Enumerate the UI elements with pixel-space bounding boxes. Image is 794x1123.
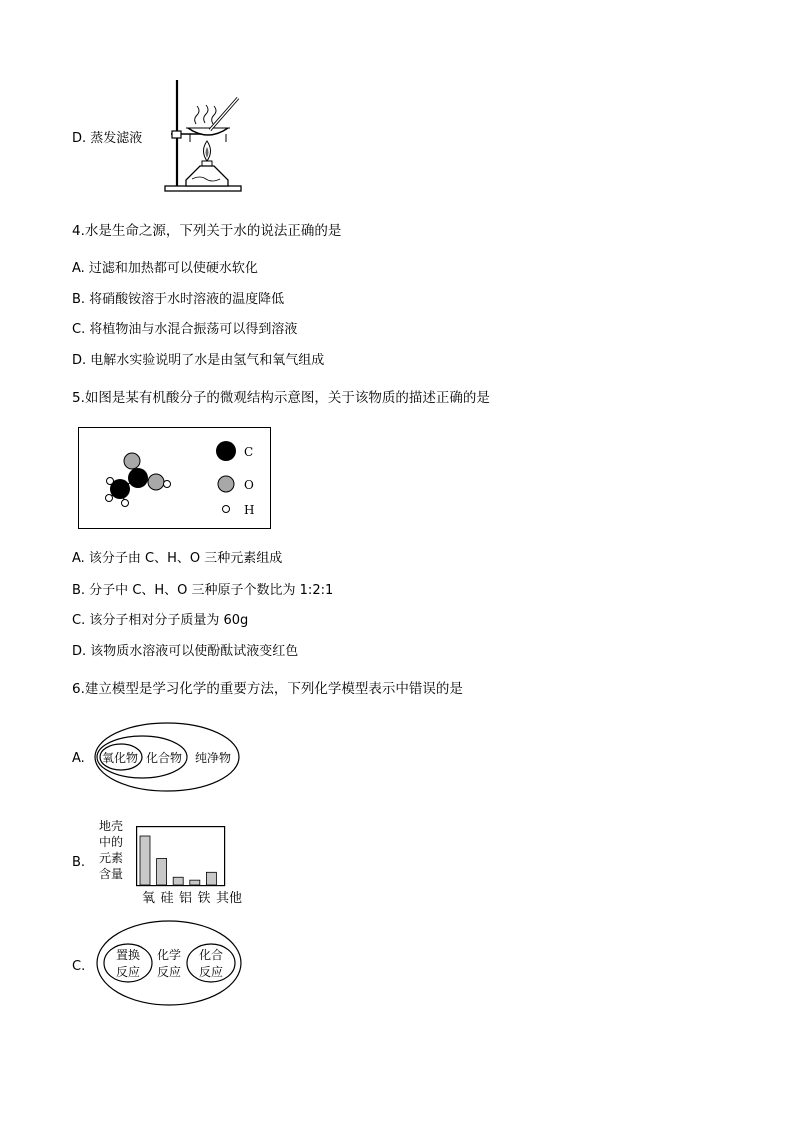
bar-label-2: 铝 — [179, 891, 193, 906]
displacement-label-1: 置换 — [116, 948, 141, 962]
q6-option-c-venn — [96, 920, 244, 1006]
bar-4 — [206, 872, 216, 885]
compound-label: 化合物 — [146, 751, 183, 765]
q6-option-b-label: B. — [72, 855, 86, 870]
molecule-diagram — [79, 428, 270, 528]
q5-option-a: A. 该分子由 C、H、O 三种元素组成 — [72, 551, 283, 566]
q6-option-c-label: C. — [72, 959, 86, 974]
oxide-label: 氧化物 — [102, 751, 139, 765]
pure-substance-label: 纯净物 — [195, 751, 232, 765]
bar-label-1: 硅 — [160, 891, 174, 906]
chemical-reaction-label-1: 化学 — [157, 948, 182, 962]
q4-option-a: A. 过滤和加热都可以使硬水软化 — [72, 261, 258, 276]
ylabel-line-4: 含量 — [99, 867, 124, 881]
q4-option-c: C. 将植物油与水混合振荡可以得到溶液 — [72, 322, 298, 337]
q4-option-b: B. 将硝酸铵溶于水时溶液的温度降低 — [72, 292, 285, 307]
ylabel-line-2: 中的 — [99, 835, 124, 849]
q5-stem: 5.如图是某有机酸分子的微观结构示意图，关于该物质的描述正确的是 — [72, 390, 490, 406]
q6-b-ylabel — [99, 818, 123, 882]
legend-hydrogen-atom — [223, 506, 230, 513]
evaporation-apparatus-figure — [160, 76, 246, 194]
bar-3 — [190, 880, 200, 885]
q5-option-c: C. 该分子相对分子质量为 60g — [72, 613, 249, 628]
legend-h-label: H — [244, 503, 255, 517]
displacement-label-2: 反应 — [116, 965, 141, 979]
ylabel-line-3: 元素 — [99, 851, 124, 865]
bar-label-3: 铁 — [197, 891, 211, 906]
chemical-reaction-ellipse — [97, 921, 241, 1005]
legend-carbon-atom — [216, 441, 236, 461]
combination-label-2: 反应 — [199, 965, 224, 979]
bar-label-0: 氧 — [142, 891, 156, 906]
q3-option-d: D. 蒸发滤液 — [72, 131, 143, 146]
q4-option-d: D. 电解水实验说明了水是由氢气和氧气组成 — [72, 353, 325, 368]
q4-stem: 4.水是生命之源，下列关于水的说法正确的是 — [72, 223, 342, 239]
combination-label-1: 化合 — [199, 948, 224, 962]
bar-1 — [157, 858, 167, 885]
legend-oxygen-atom — [218, 476, 234, 492]
q6-option-a-venn — [94, 722, 244, 794]
legend-c-label: C — [244, 445, 254, 459]
q5-option-d: D. 该物质水溶液可以使酚酞试液变红色 — [72, 644, 299, 659]
chemical-reaction-label-2: 反应 — [157, 965, 182, 979]
molecule-figure-box — [78, 427, 271, 529]
crust-element-bar-chart — [136, 826, 243, 906]
q5-option-b: B. 分子中 C、H、O 三种原子个数比为 1:2:1 — [72, 583, 334, 598]
legend-o-label: O — [244, 478, 254, 492]
q6-stem: 6.建立模型是学习化学的重要方法，下列化学模型表示中错误的是 — [72, 681, 463, 697]
bar-label-4: 其他 — [216, 891, 243, 906]
ylabel-line-1: 地壳 — [99, 819, 124, 833]
q6-option-a-label: A. — [72, 751, 85, 766]
bar-2 — [173, 877, 183, 885]
bar-0 — [140, 836, 150, 885]
